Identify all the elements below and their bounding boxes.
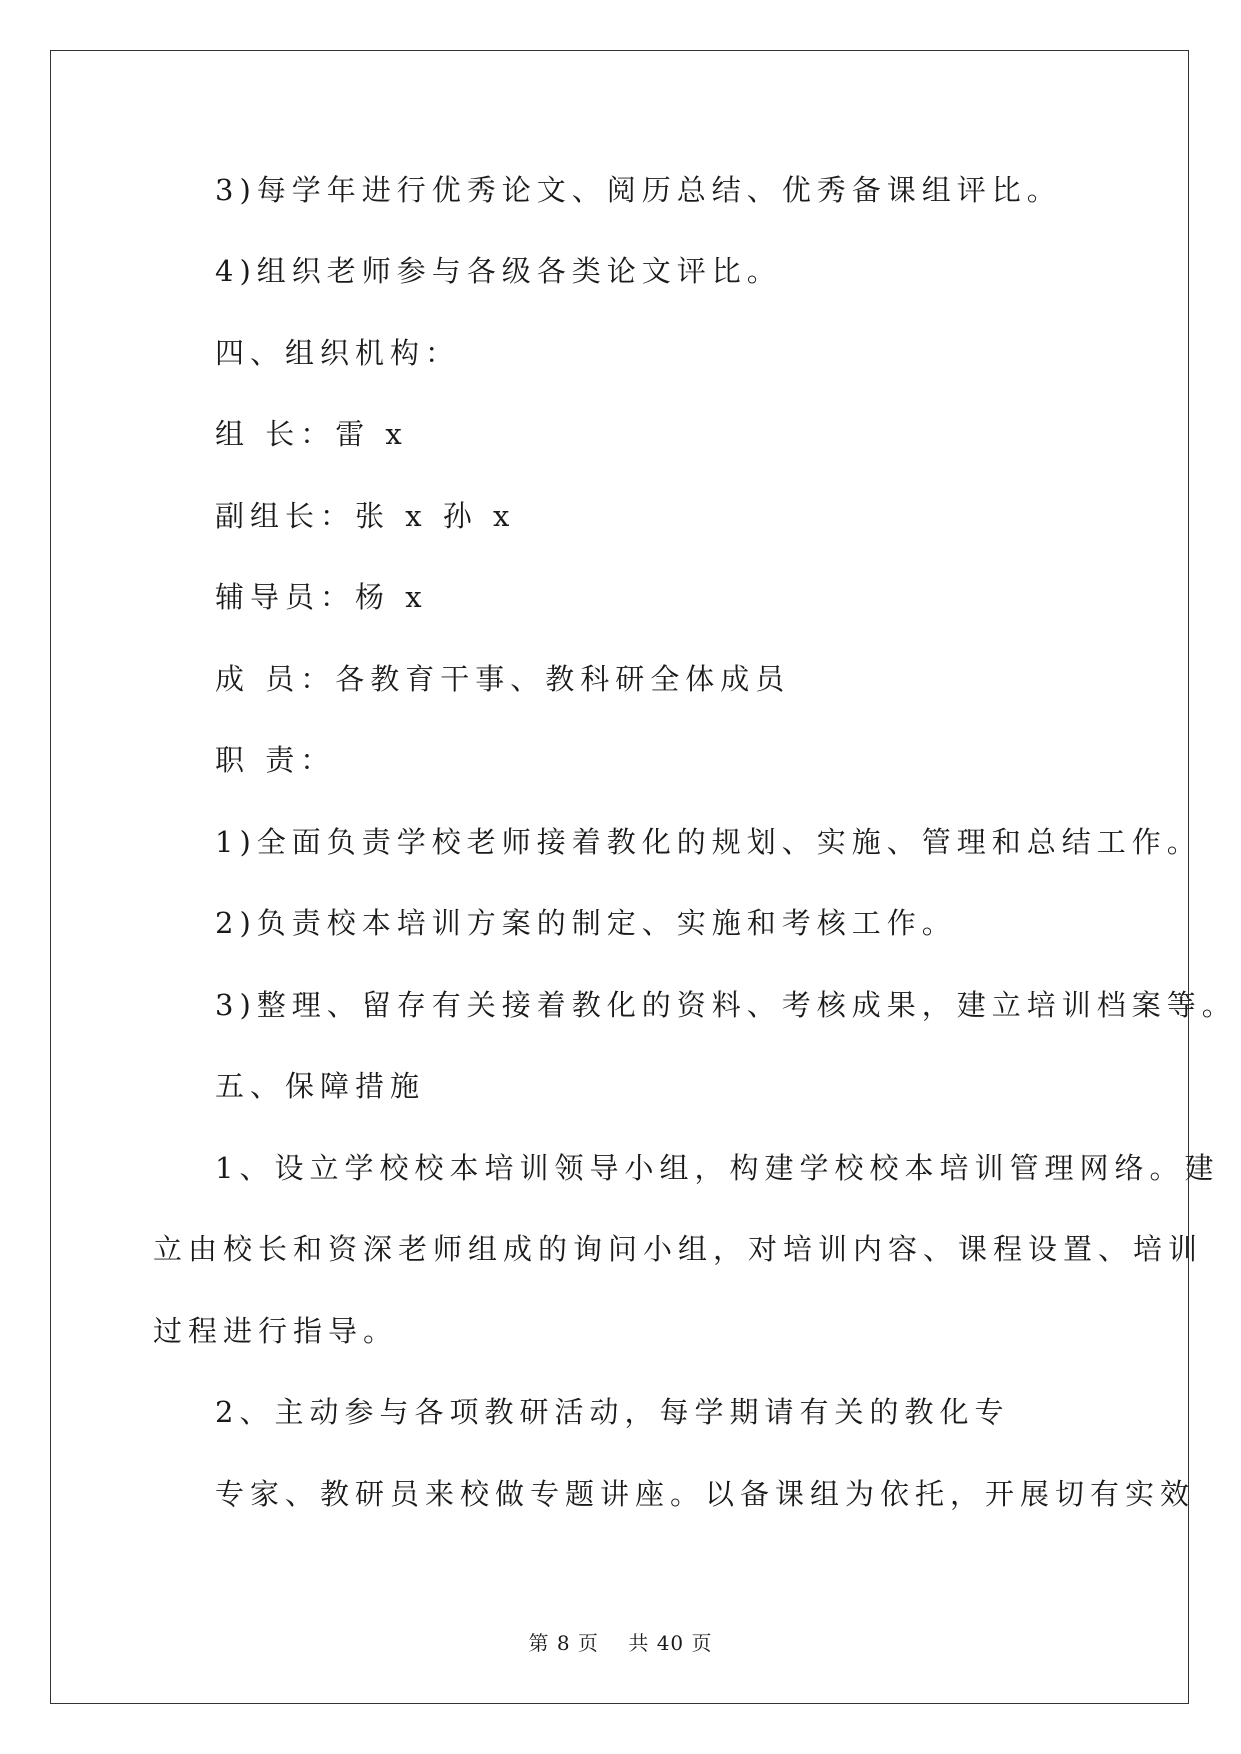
- paragraph-line: 组 长：雷 x: [215, 417, 408, 451]
- paragraph-line: 成 员：各教育干事、教科研全体成员: [215, 662, 791, 696]
- paragraph-line: 1、设立学校校本培训领导小组，构建学校校本培训管理网络。建: [215, 1151, 1220, 1185]
- paragraph-line: 2)负责校本培训方案的制定、实施和考核工作。: [215, 906, 957, 940]
- paragraph-line: 2、主动参与各项教研活动，每学期请有关的教化专: [215, 1395, 1010, 1429]
- paragraph-line: 职 责：: [215, 743, 336, 777]
- paragraph-line: 辅导员：杨 x: [215, 580, 428, 614]
- paragraph-line: 3)整理、留存有关接着教化的资料、考核成果，建立培训档案等。: [215, 988, 1237, 1022]
- page-border: [50, 50, 1189, 1704]
- paragraph-line: 副组长：张 x 孙 x: [215, 499, 516, 533]
- section-heading: 五、保障措施: [215, 1069, 426, 1103]
- page-number-footer: 第 8 页 共 40 页: [528, 1631, 713, 1655]
- paragraph-line: 立由校长和资深老师组成的询问小组，对培训内容、课程设置、培训: [153, 1232, 1204, 1266]
- section-heading: 四、组织机构：: [215, 336, 461, 370]
- paragraph-line: 4)组织老师参与各级各类论文评比。: [215, 254, 782, 288]
- paragraph-line: 1)全面负责学校老师接着教化的规划、实施、管理和总结工作。: [215, 825, 1202, 859]
- paragraph-line: 过程进行指导。: [153, 1314, 399, 1348]
- paragraph-line: 专家、教研员来校做专题讲座。以备课组为依托，开展切有实效: [215, 1477, 1196, 1511]
- paragraph-line: 3)每学年进行优秀论文、阅历总结、优秀备课组评比。: [215, 173, 1062, 207]
